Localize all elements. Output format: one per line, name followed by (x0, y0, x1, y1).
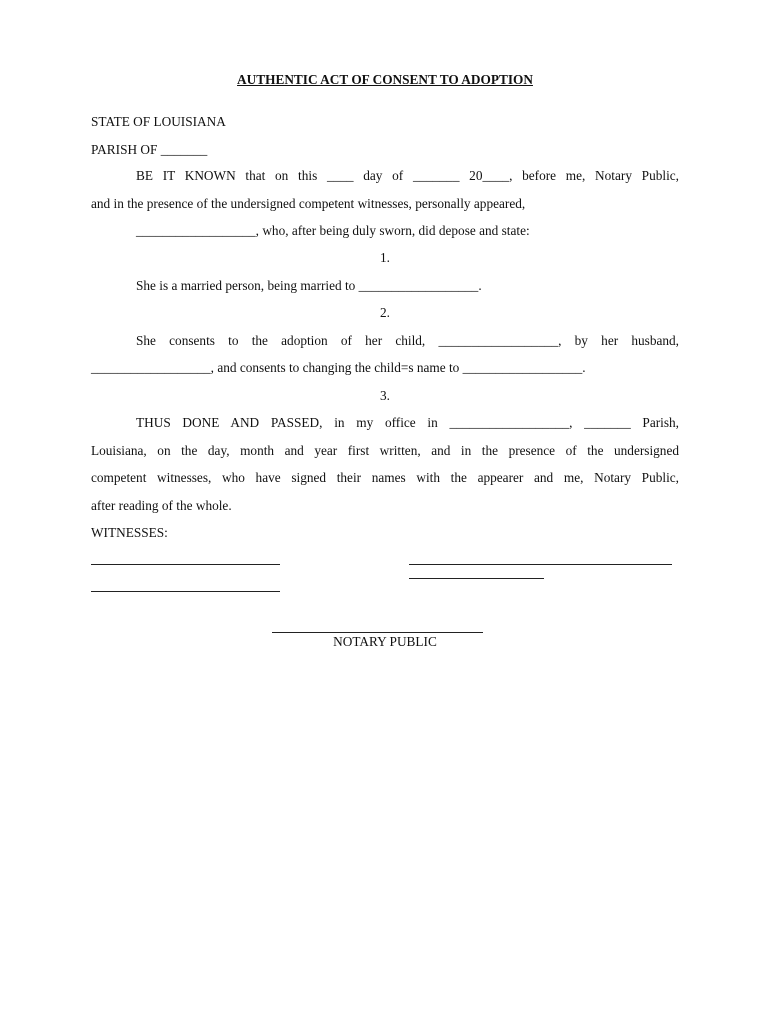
intro-line-2: and in the presence of the undersigned competent witnesses, personally appeared, (91, 196, 526, 211)
document-title: AUTHENTIC ACT OF CONSENT TO ADOPTION (237, 72, 533, 87)
witness-1-signature-line (91, 564, 280, 565)
intro-line-3: __________________, who, after being duly sworn, did depose and state: (136, 223, 530, 238)
paragraph-2-line-2: __________________, and consents to changing the child=s name to __________________. (91, 360, 586, 375)
witness-2-signature-line (91, 591, 280, 592)
paragraph-number-3: 3. (380, 388, 390, 403)
paragraph-number-2: 2. (380, 305, 390, 320)
notary-label: NOTARY PUBLIC (333, 634, 437, 649)
closing-line-2: Louisiana, on the day, month and year first written, and in the presence of the undersigned (91, 443, 679, 458)
parish-line: PARISH OF _______ (91, 142, 208, 157)
closing-line-3: competent witnesses, who have signed their names with the appearer and me, Notary Public, (91, 470, 679, 485)
closing-line-1: THUS DONE AND PASSED, in my office in __________________, _______ Parish, (136, 415, 679, 430)
paragraph-1-text: She is a married person, being married to __________________. (136, 278, 482, 293)
appearer-signature-line (409, 564, 672, 565)
witnesses-label: WITNESSES: (91, 525, 168, 540)
appearer-signature-line-short (409, 578, 544, 579)
paragraph-2-line-1: She consents to the adoption of her child, __________________, by her husband, (136, 333, 679, 348)
intro-line-1: BE IT KNOWN that on this ____ day of _______ 20____, before me, Notary Public, (136, 168, 679, 183)
state-line: STATE OF LOUISIANA (91, 114, 226, 129)
paragraph-number-1: 1. (380, 250, 390, 265)
notary-signature-line (272, 632, 483, 633)
closing-line-4: after reading of the whole. (91, 498, 232, 513)
